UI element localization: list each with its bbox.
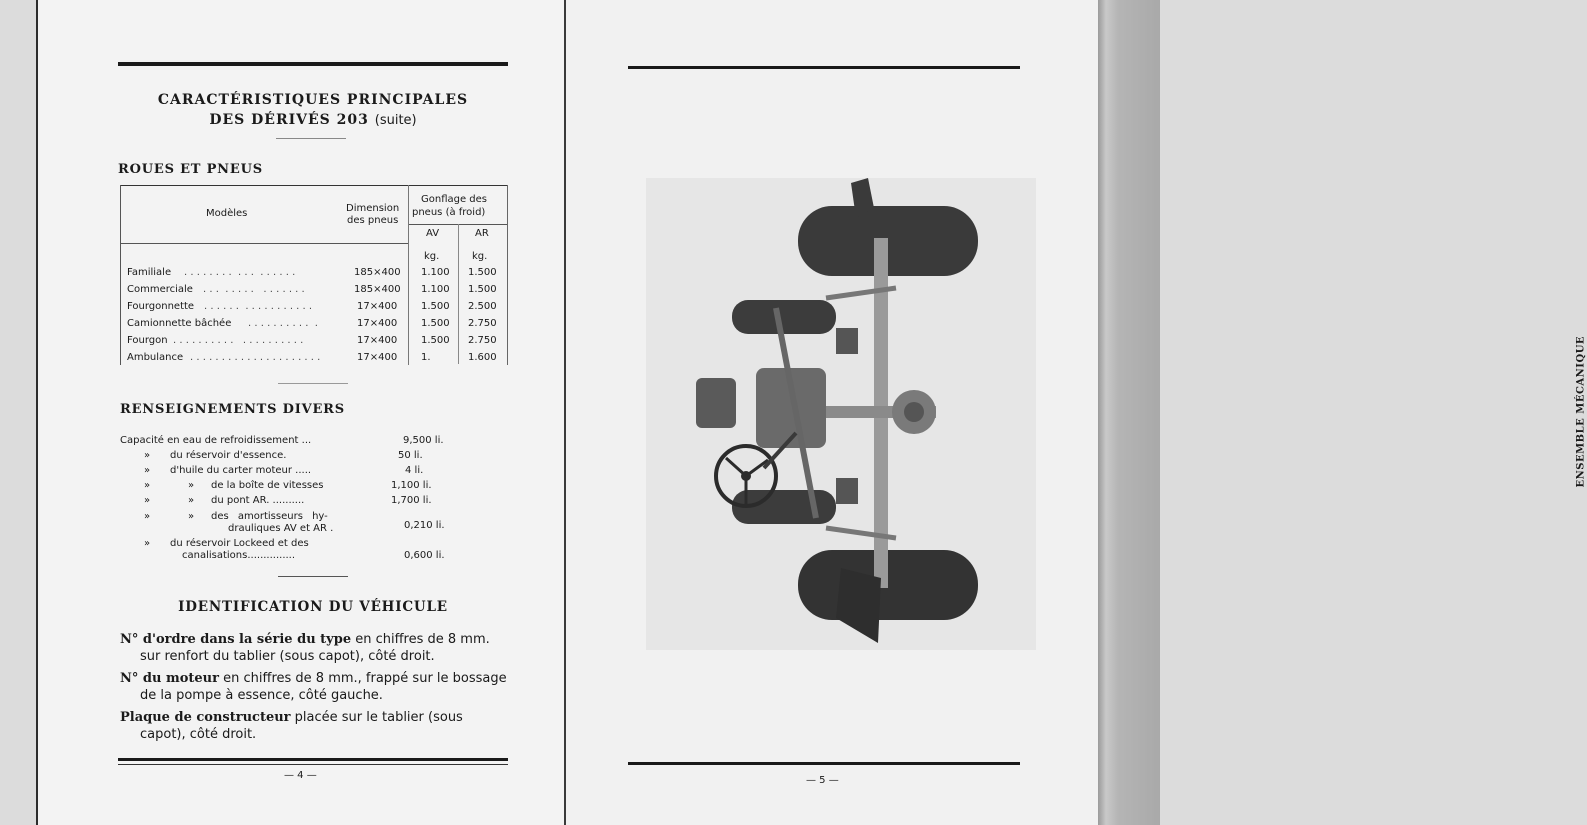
unit-front: kg. xyxy=(424,251,440,262)
table-row-model: Camionnette bâchée xyxy=(127,318,232,329)
table-row-av: 1.100 xyxy=(421,284,450,295)
page-number-left: — 4 — xyxy=(284,770,317,781)
ident-bold: N° d'ordre dans la série du type xyxy=(120,632,352,647)
chassis-illustration xyxy=(646,178,1036,650)
table-left-border xyxy=(120,185,121,365)
misc-mark: » xyxy=(144,450,151,461)
leader-dots: . . . . . . . . . . . xyxy=(248,318,318,329)
table-top-rule xyxy=(120,185,508,186)
table-row-ar: 1.600 xyxy=(468,352,497,363)
title-suffix: (suite) xyxy=(374,113,417,128)
table-row-av: 1.500 xyxy=(421,318,450,329)
col-models: Modèles xyxy=(206,208,248,219)
table-row-ar: 2.750 xyxy=(468,318,497,329)
leader-dots: . . . . . . . . . . . . . . . . . xyxy=(204,301,313,312)
col-pressure-2: pneus (à froid) xyxy=(412,207,486,218)
page-edge-right xyxy=(1098,0,1160,825)
misc-value: 9,500 li. xyxy=(403,435,444,446)
misc-label: de la boîte de vitesses xyxy=(211,480,324,491)
ident-bold: Plaque de constructeur xyxy=(120,710,291,725)
table-row-dim: 17×400 xyxy=(357,352,398,363)
misc-mark: » xyxy=(144,538,151,549)
bottom-rule xyxy=(628,762,1020,765)
table-row-av: 1.500 xyxy=(421,335,450,346)
unit-rear: kg. xyxy=(472,251,488,262)
col-dimension-2: des pneus xyxy=(347,215,399,226)
col-pressure-1: Gonflage des xyxy=(421,194,488,205)
misc-label: d'huile du carter moteur ..... xyxy=(170,465,312,476)
page-title-line2 xyxy=(98,112,528,128)
top-rule xyxy=(118,62,508,66)
table-row-dim: 185×400 xyxy=(354,284,401,295)
misc-mark: » xyxy=(144,511,151,522)
misc-mark: » xyxy=(188,495,195,506)
table-header-rule xyxy=(120,243,408,244)
misc-mark: » xyxy=(144,480,151,491)
vertical-label-text: ENSEMBLE MÉCANIQUE xyxy=(1575,335,1587,488)
misc-label: canalisations............... xyxy=(182,550,296,561)
col-rear: AR xyxy=(475,228,489,239)
col-front: AV xyxy=(426,228,440,239)
front-wheel-top xyxy=(732,300,836,334)
section-divider xyxy=(278,576,348,577)
misc-heading: RENSEIGNEMENTS DIVERS xyxy=(120,402,345,417)
ident-text: en chiffres de 8 mm. xyxy=(351,632,490,647)
col-dimension-1: Dimension xyxy=(346,203,400,214)
table-row-model: Commerciale xyxy=(127,284,193,295)
table-row-model: Familiale xyxy=(127,267,172,278)
section-divider xyxy=(278,383,348,384)
leader-dots: . . . . . . . . . . . . . . . . . . . . . xyxy=(190,352,321,363)
identification-para-2 xyxy=(120,670,520,704)
misc-value: 1,100 li. xyxy=(391,480,432,491)
ident-line2: de la pompe à essence, côté gauche. xyxy=(140,688,383,703)
table-divider-2 xyxy=(458,224,459,364)
table-row-dim: 17×400 xyxy=(357,318,398,329)
misc-value: 0,600 li. xyxy=(404,550,445,561)
bottom-rule-thin xyxy=(118,764,508,765)
misc-value: 4 li. xyxy=(405,465,424,476)
table-row-av: 1.100 xyxy=(421,267,450,278)
table-row-dim: 17×400 xyxy=(357,335,398,346)
misc-label: du réservoir Lockeed et des xyxy=(170,538,309,549)
identification-heading: IDENTIFICATION DU VÉHICULE xyxy=(178,599,448,615)
page-number-right: — 5 — xyxy=(806,775,839,786)
vertical-label xyxy=(1566,335,1587,490)
misc-label: drauliques AV et AR . xyxy=(228,523,334,534)
identification-para-3 xyxy=(120,709,520,743)
misc-mark: » xyxy=(188,511,195,522)
ident-bold: N° du moteur xyxy=(120,671,219,686)
top-rule xyxy=(628,66,1020,69)
misc-label: Capacité en eau de refroidissement ... xyxy=(120,435,312,446)
misc-label: du réservoir d'essence. xyxy=(170,450,287,461)
table-row-ar: 1.500 xyxy=(468,284,497,295)
table-row-av: 1.500 xyxy=(421,301,450,312)
table-right-border xyxy=(507,185,508,365)
misc-value: 0,210 li. xyxy=(404,520,445,531)
misc-mark: » xyxy=(144,495,151,506)
table-row-model: Ambulance xyxy=(127,352,184,363)
table-divider-1 xyxy=(408,185,409,365)
ident-line2: capot), côté droit. xyxy=(140,727,257,742)
table-row-model: Fourgon xyxy=(127,335,168,346)
title-main: DES DÉRIVÉS 203 xyxy=(209,112,369,128)
chassis-photo xyxy=(646,178,1036,650)
leader-dots: . . . . . . . . . . . . . . . . . xyxy=(184,267,296,278)
misc-label: des amortisseurs hy- xyxy=(211,511,328,522)
table-row-dim: 185×400 xyxy=(354,267,401,278)
misc-mark: » xyxy=(144,465,151,476)
leader-dots: . . . . . . . . . . . . . . . xyxy=(203,284,305,295)
ident-text: en chiffres de 8 mm., frappé sur le bossage xyxy=(218,671,507,686)
right-page xyxy=(566,0,1587,825)
table-row-ar: 2.750 xyxy=(468,335,497,346)
bottom-rule xyxy=(118,758,508,761)
wheels-heading: ROUES ET PNEUS xyxy=(118,162,263,177)
table-row-model: Fourgonnette xyxy=(127,301,195,312)
ident-line2: sur renfort du tablier (sous capot), côté droit. xyxy=(140,649,435,664)
page-title-line1: CARACTÉRISTIQUES PRINCIPALES xyxy=(157,92,469,108)
left-page xyxy=(38,0,566,825)
identification-para-1 xyxy=(120,631,520,665)
leader-dots: . . . . . . . . . . . . . . . . . . . . xyxy=(173,335,304,346)
ident-text: placée sur le tablier (sous xyxy=(290,710,463,725)
misc-label: du pont AR. .......... xyxy=(211,495,305,506)
misc-value: 1,700 li. xyxy=(391,495,432,506)
table-row-ar: 1.500 xyxy=(468,267,497,278)
table-row-av: 1. xyxy=(421,352,431,363)
misc-value: 50 li. xyxy=(398,450,423,461)
misc-mark: » xyxy=(188,480,195,491)
table-row-dim: 17×400 xyxy=(357,301,398,312)
title-divider xyxy=(276,138,346,139)
table-row-ar: 2.500 xyxy=(468,301,497,312)
